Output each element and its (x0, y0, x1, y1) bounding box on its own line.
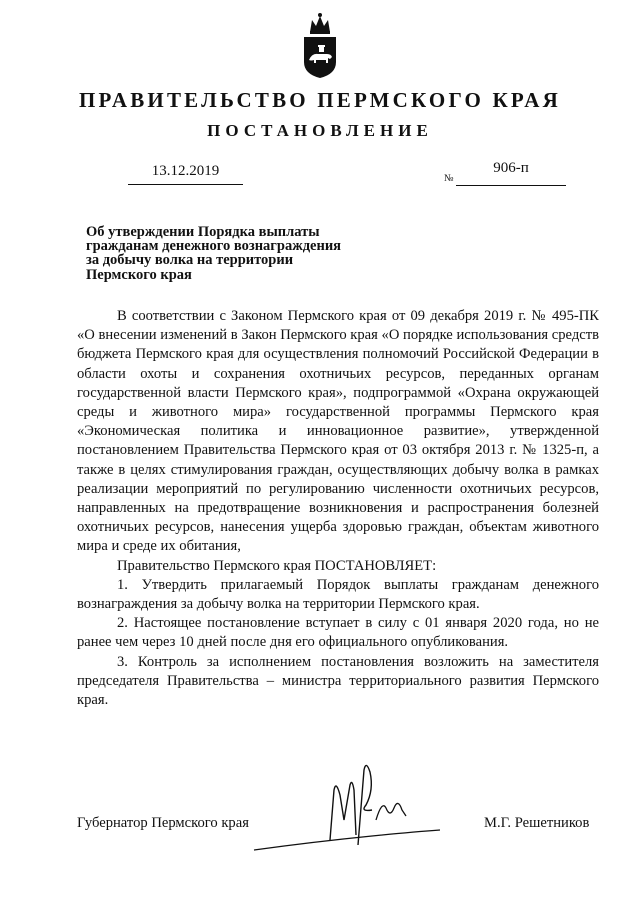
government-title: ПРАВИТЕЛЬСТВО ПЕРМСКОГО КРАЯ (78, 88, 561, 112)
coat-of-arms-icon (300, 10, 340, 80)
document-number: 906-п (456, 160, 566, 186)
subject-line: за добычу волка на территории (86, 252, 294, 269)
item-3-paragraph: 3. Контроль за исполнением постановления возложить на заместителя председателя Правительства – министра территориального развития Пермского края. (77, 653, 599, 709)
signatory-name: М.Г. Решетников (484, 815, 590, 831)
item-2-paragraph: 2. Настоящее постановление вступает в силу с 01 января 2020 года, но не ранее чем через 10 дней после дня его официального опубликования. (77, 615, 599, 651)
resolution-paragraph: Правительство Пермского края ПОСТАНОВЛЯЕТ: (117, 557, 437, 574)
handwritten-signature (252, 750, 442, 860)
subject-line: Пермского края (86, 266, 192, 283)
signatory-position: Губернатор Пермского края (77, 815, 249, 831)
number-sign: № (444, 173, 454, 184)
document-type: ПОСТАНОВЛЕНИЕ (207, 121, 433, 140)
document-body (77, 307, 599, 710)
preamble-paragraph: В соответствии с Законом Пермского края от 09 декабря 2019 г. № 495-ПК «О внесении изменений в Закон Пермского края «О порядке использования средств бюджета Пермского края для осуществления полномочий Российской Федерации в области охоты и сохранения охотничьих ресурсов, переданных органам государственной власти Пермского края», подпрограммой «Охрана окружающей среды и животного мира» государственной программы Пермского края «Экономическая политика и инновационное развитие», утвержденной постановлением Правительства Пермского края от 03 октября 2013 г. № 1325-п, а также в целях стимулирования граждан, осуществляющих добычу волка в рамках реализации мероприятий по регулированию численности охотничьих ресурсов, направленных на предотвращение возникновения и распространения болезней охотничьих ресурсов, нанесения ущерба здоровью граждан, объектам животного мира и среде их обитания, (77, 308, 599, 555)
document-date: 13.12.2019 (128, 163, 243, 185)
subject-line: гражданам денежного вознаграждения (86, 238, 342, 255)
item-1-paragraph: 1. Утвердить прилагаемый Порядок выплаты гражданам денежного вознаграждения за добычу волка на территории Пермского края. (77, 576, 599, 613)
subject-line: Об утверждении Порядка выплаты (86, 224, 320, 240)
document-subject (86, 225, 386, 282)
